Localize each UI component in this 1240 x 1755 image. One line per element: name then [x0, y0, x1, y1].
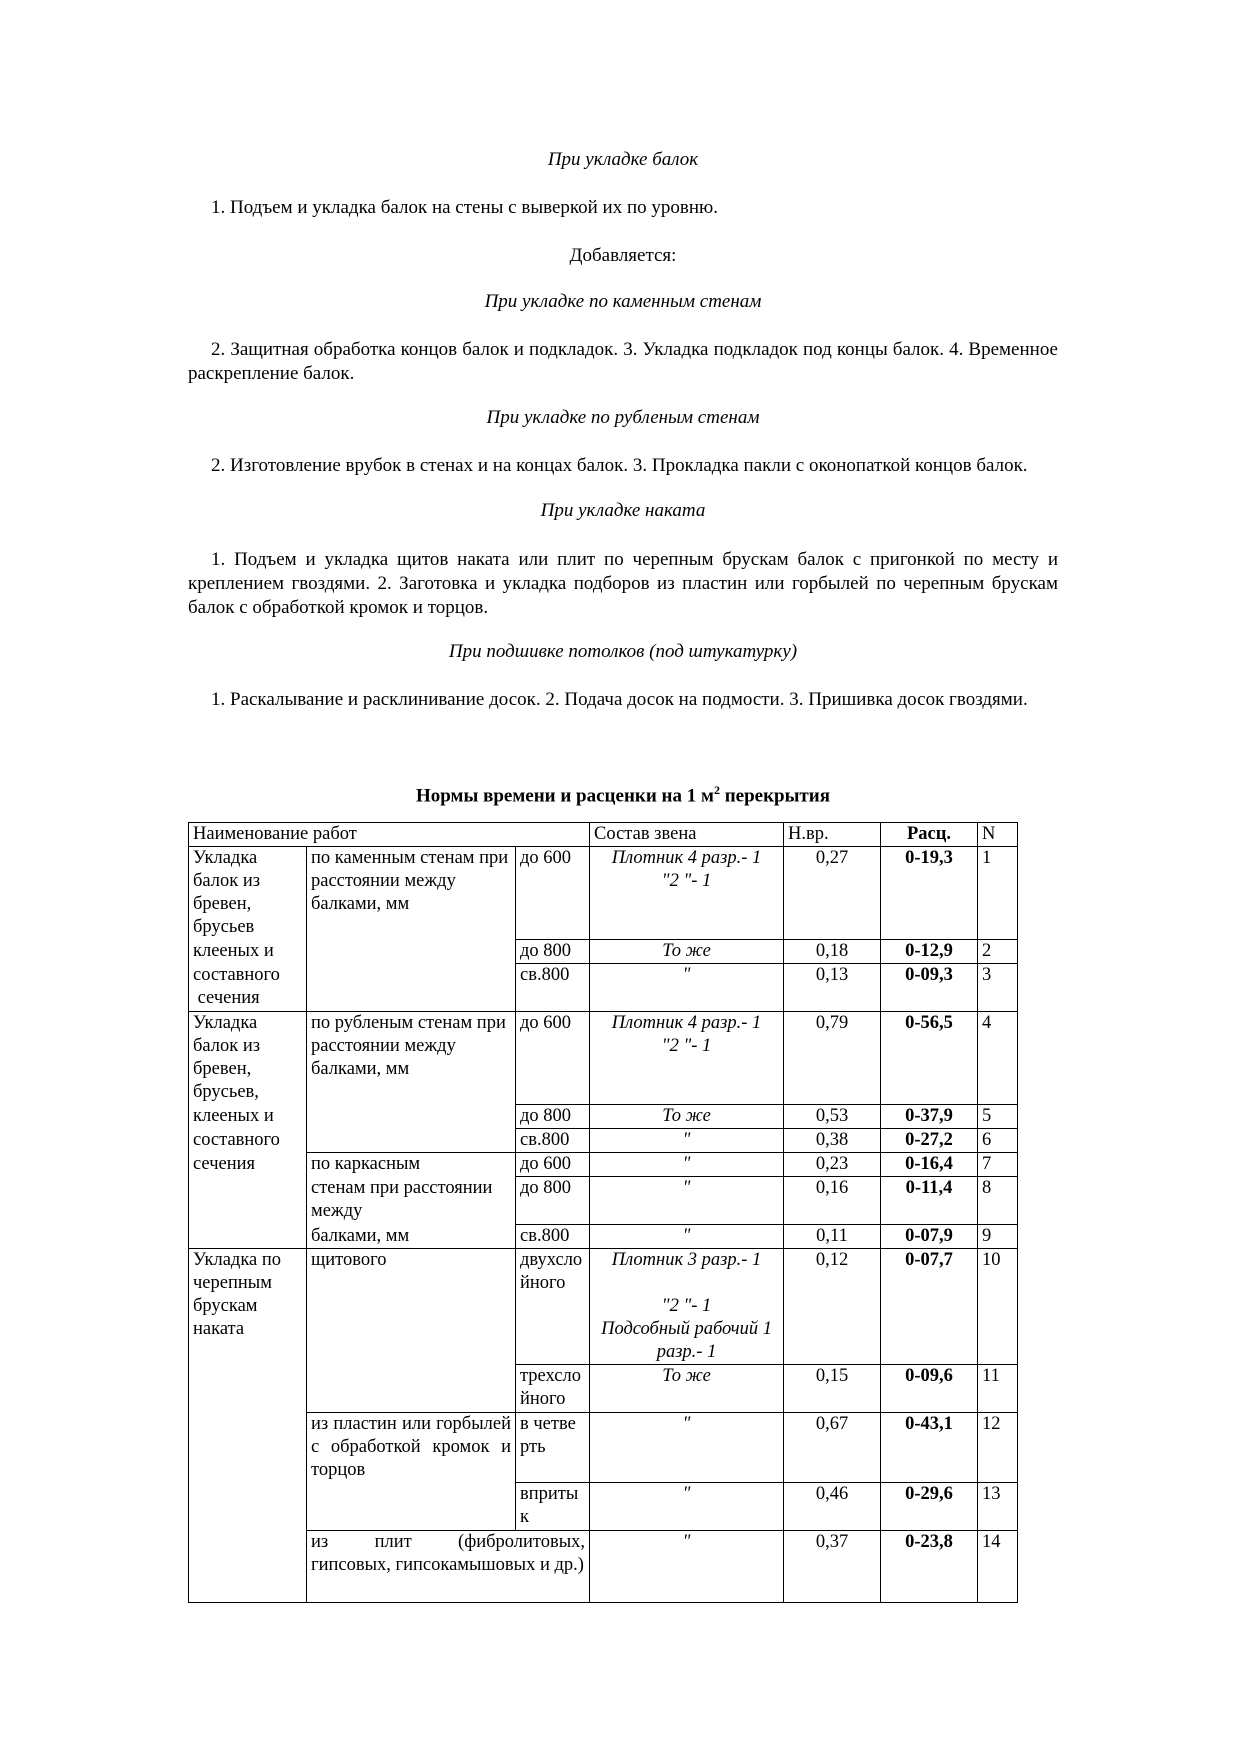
- row8-size: до 800: [516, 1177, 590, 1225]
- row3-n: 3: [978, 964, 1018, 1012]
- table-row: [189, 1177, 1018, 1225]
- group1-name-b: клееных и: [189, 940, 307, 964]
- row13-rate: 0-29,6: [881, 1483, 978, 1531]
- paragraph-stone-walls: 2. Защитная обработка концов балок и подкладок. 3. Укладка подкладок под концы балок. 4. Временное раскрепление балок.: [188, 339, 1058, 384]
- row8-rate: 0-11,4: [881, 1177, 978, 1225]
- group2-name-c: составного: [189, 1129, 307, 1153]
- group2-name-a: Укладка балок из бревен, брусьев,: [189, 1012, 307, 1105]
- row1-rate: 0-19,3: [881, 847, 978, 940]
- row11-norm: 0,15: [784, 1365, 881, 1413]
- row4-size: до 600: [516, 1012, 590, 1105]
- row3-size: св.800: [516, 964, 590, 1012]
- row7-norm: 0,23: [784, 1153, 881, 1177]
- row8-n: 8: [978, 1177, 1018, 1225]
- group3-sub3: из плит (фибролитовых, гипсовых, гипсокамышовых и др.): [307, 1531, 590, 1603]
- row4-norm: 0,79: [784, 1012, 881, 1105]
- row2-crew: То же: [590, 940, 784, 964]
- row1-size: до 600: [516, 847, 590, 940]
- table-row: [189, 847, 1018, 940]
- row11-crew: То же: [590, 1365, 784, 1413]
- group1-sub: [307, 847, 516, 1012]
- heading-log-walls: При укладке по рубленым стенам: [486, 407, 760, 428]
- row9-rate: 0-07,9: [881, 1225, 978, 1249]
- row4-rate: 0-56,5: [881, 1012, 978, 1105]
- header-norm: Н.вр.: [784, 823, 881, 847]
- group3-sub2: [307, 1413, 516, 1531]
- paragraph-log-walls: 2. Изготовление врубок в стенах и на концах балок. 3. Прокладка пакли с оконопаткой концов балок.: [211, 455, 1028, 476]
- row1-crew-line1: Плотник 4 разр.- 1: [611, 848, 762, 868]
- row12-rate: 0-43,1: [881, 1413, 978, 1483]
- table-row: [189, 1012, 1018, 1105]
- row12-size: в четверть: [516, 1413, 590, 1483]
- row7-rate: 0-16,4: [881, 1153, 978, 1177]
- row14-crew: ": [590, 1531, 784, 1603]
- table-title-sup: 2: [713, 783, 720, 797]
- group2-sub2-a: по каркасным: [307, 1153, 516, 1177]
- group3-sub2-b: торцов: [311, 1460, 366, 1480]
- group3-name: Укладка по черепным брускам наката: [189, 1249, 307, 1603]
- row6-n: 6: [978, 1129, 1018, 1153]
- group3-sub2-a: из пластин или горбылей с обработкой кромок и: [311, 1414, 511, 1457]
- row2-size: до 800: [516, 940, 590, 964]
- row10-crew-line3: Подсобный рабочий 1 разр.- 1: [601, 1319, 772, 1362]
- header-work: Наименование работ: [189, 823, 590, 847]
- table-header-row: [189, 823, 1018, 847]
- table-title-end: перекрытия: [719, 785, 830, 807]
- norms-table: [188, 822, 1018, 1603]
- row10-rate: 0-07,7: [881, 1249, 978, 1365]
- table-row: [189, 1413, 1018, 1483]
- row12-crew: ": [590, 1413, 784, 1483]
- row11-rate: 0-09,6: [881, 1365, 978, 1413]
- table-row: [189, 1225, 1018, 1249]
- row13-size: впритык: [516, 1483, 590, 1531]
- row4-crew: [590, 1012, 784, 1105]
- group1-sub-text: по каменным стенам при расстоянии между балками, мм: [311, 848, 509, 914]
- row6-norm: 0,38: [784, 1129, 881, 1153]
- row7-n: 7: [978, 1153, 1018, 1177]
- row4-crew-line1: Плотник 4 разр.- 1: [611, 1013, 762, 1033]
- paragraph-ceiling: 1. Раскалывание и расклинивание досок. 2. Подача досок на подмости. 3. Пришивка досок гвоздями.: [211, 689, 1028, 710]
- paragraph-flooring: 1. Подъем и укладка щитов наката или плит по черепным брускам балок с пригонкой по месту и креплением гвоздями. 2. Заготовка и укладка подборов из пластин или горбылей по черепным брускам балок с обработкой кромок и торцов.: [188, 549, 1058, 618]
- table-title-text: Нормы времени и расценки на 1 м: [416, 785, 714, 807]
- row1-crew: [590, 847, 784, 940]
- row2-norm: 0,18: [784, 940, 881, 964]
- row4-n: 4: [978, 1012, 1018, 1105]
- table-row: [189, 1249, 1018, 1365]
- group2-name-d: сечения: [189, 1153, 307, 1249]
- row6-size: св.800: [516, 1129, 590, 1153]
- row5-size: до 800: [516, 1105, 590, 1129]
- row6-crew: ": [590, 1129, 784, 1153]
- heading-ceiling: При подшивке потолков (под штукатурку): [448, 641, 798, 662]
- header-crew: Состав звена: [590, 823, 784, 847]
- row14-n: 14: [978, 1531, 1018, 1603]
- row10-crew-line2: "2 "- 1: [661, 1296, 712, 1316]
- row3-rate: 0-09,3: [881, 964, 978, 1012]
- table-row: [189, 1153, 1018, 1177]
- group1-name-c: составного: [193, 964, 280, 985]
- row2-rate: 0-12,9: [881, 940, 978, 964]
- row14-rate: 0-23,8: [881, 1531, 978, 1603]
- group2-sub2-b: стенам при расстоянии между: [307, 1177, 516, 1225]
- added-label: Добавляется:: [569, 245, 677, 266]
- row8-norm: 0,16: [784, 1177, 881, 1225]
- table-row: [189, 1531, 1018, 1603]
- row7-crew: ": [590, 1153, 784, 1177]
- row11-n: 11: [978, 1365, 1018, 1413]
- row7-size: до 600: [516, 1153, 590, 1177]
- row8-crew: ": [590, 1177, 784, 1225]
- paragraph-beams: 1. Подъем и укладка балок на стены с выверкой их по уровню.: [211, 197, 718, 218]
- row13-norm: 0,46: [784, 1483, 881, 1531]
- row12-n: 12: [978, 1413, 1018, 1483]
- row3-crew: ": [590, 964, 784, 1012]
- heading-flooring: При укладке наката: [540, 500, 706, 521]
- row9-size: св.800: [516, 1225, 590, 1249]
- row6-rate: 0-27,2: [881, 1129, 978, 1153]
- heading-stone-walls: При укладке по каменным стенам: [484, 291, 762, 312]
- group1-name-cd: [189, 964, 307, 1012]
- row9-norm: 0,11: [784, 1225, 881, 1249]
- row13-n: 13: [978, 1483, 1018, 1531]
- group3-sub1: щитового: [307, 1249, 516, 1413]
- group1-name-a: Укладка балок из бревен, брусьев: [189, 847, 307, 940]
- row10-size: двухслойного: [516, 1249, 590, 1365]
- row10-n: 10: [978, 1249, 1018, 1365]
- row5-n: 5: [978, 1105, 1018, 1129]
- row10-crew: [590, 1249, 784, 1365]
- header-rate: Расц.: [881, 823, 978, 847]
- row5-crew: То же: [590, 1105, 784, 1129]
- group2-name-b: клееных и: [189, 1105, 307, 1129]
- row10-crew-line1: Плотник 3 разр.- 1: [611, 1250, 762, 1270]
- row4-crew-line2: "2 "- 1: [661, 1036, 712, 1056]
- table-title: [188, 778, 1058, 808]
- row3-norm: 0,13: [784, 964, 881, 1012]
- row10-norm: 0,12: [784, 1249, 881, 1365]
- row9-crew: ": [590, 1225, 784, 1249]
- row12-norm: 0,67: [784, 1413, 881, 1483]
- row5-norm: 0,53: [784, 1105, 881, 1129]
- row9-n: 9: [978, 1225, 1018, 1249]
- heading-beams: При укладке балок: [547, 149, 699, 170]
- row1-crew-line2: "2 "- 1: [661, 871, 712, 891]
- group1-name-d: сечения: [193, 987, 260, 1008]
- row13-crew: ": [590, 1483, 784, 1531]
- header-n: N: [978, 823, 1018, 847]
- row2-n: 2: [978, 940, 1018, 964]
- row1-norm: 0,27: [784, 847, 881, 940]
- row14-norm: 0,37: [784, 1531, 881, 1603]
- row5-rate: 0-37,9: [881, 1105, 978, 1129]
- group2-sub1: по рубленым стенам при расстоянии между балками, мм: [307, 1012, 516, 1153]
- group2-sub2-c: балками, мм: [307, 1225, 516, 1249]
- row11-size: трехслойного: [516, 1365, 590, 1413]
- row1-n: 1: [978, 847, 1018, 940]
